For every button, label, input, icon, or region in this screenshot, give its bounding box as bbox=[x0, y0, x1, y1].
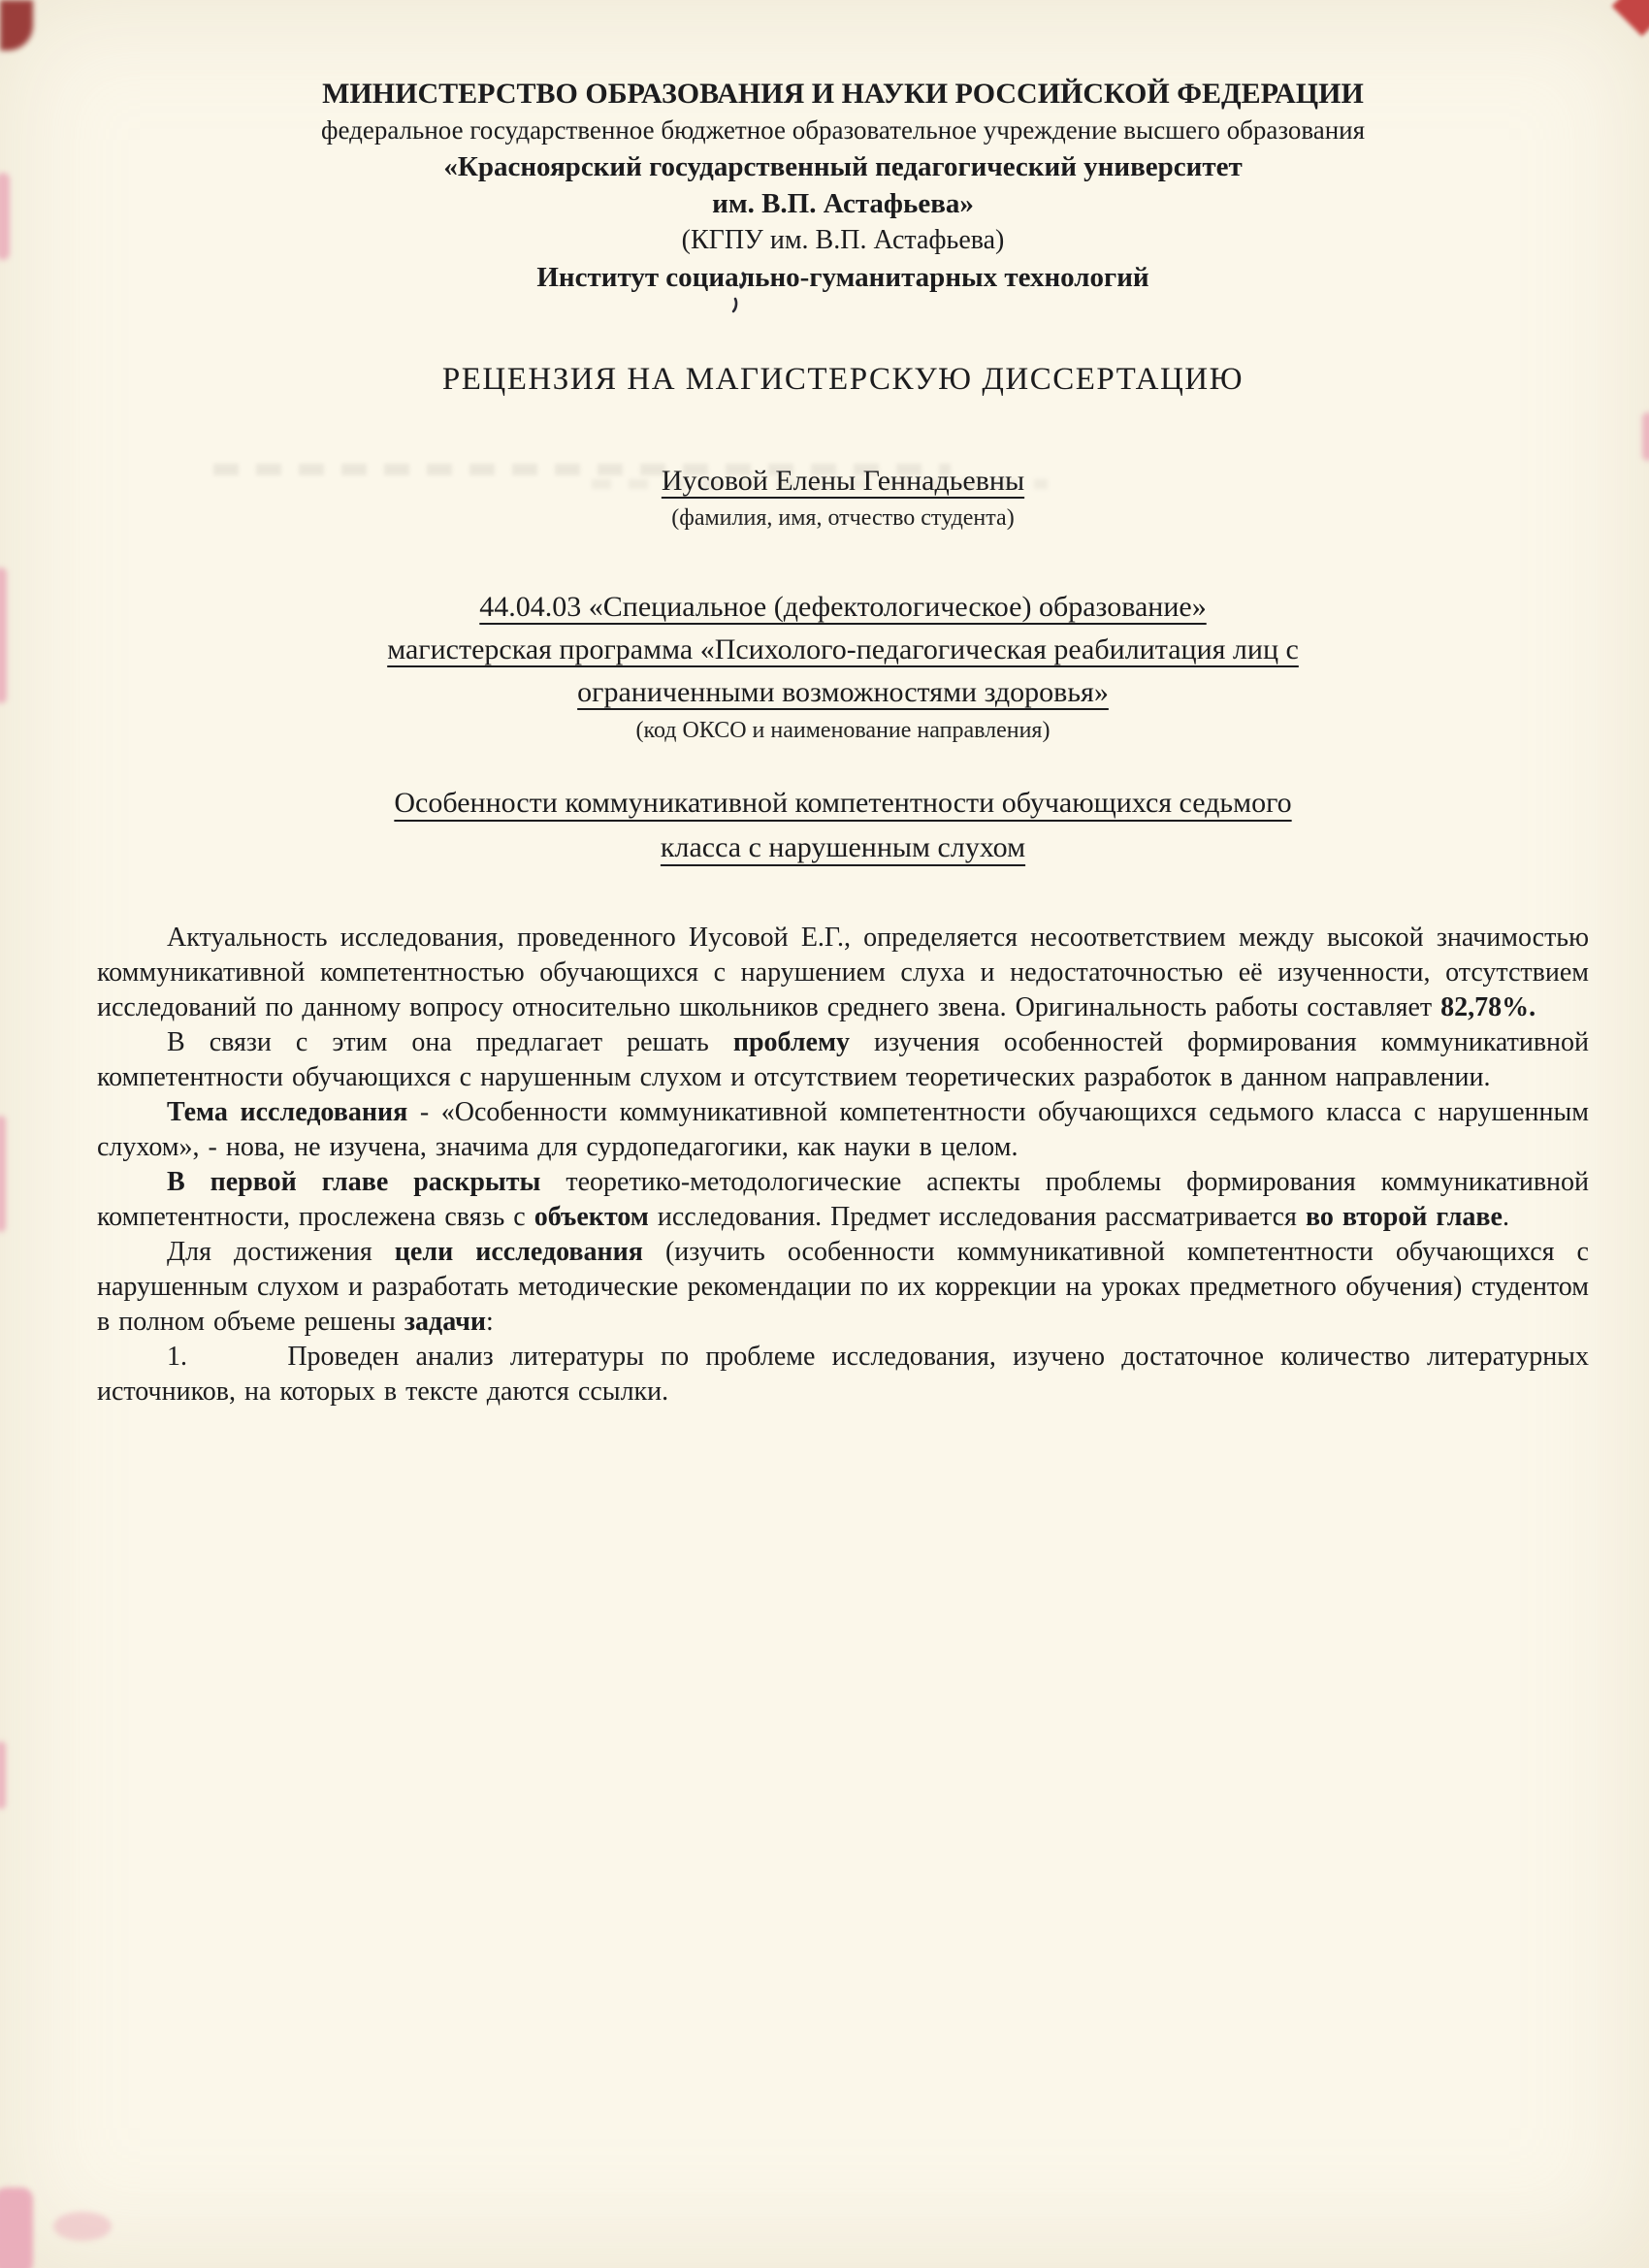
scan-artifact-left-edge-1 bbox=[0, 173, 10, 260]
thesis-title-block bbox=[97, 781, 1589, 870]
bold-run: 82,78%. bbox=[1440, 992, 1536, 1022]
scan-artifact-top-left-corner bbox=[0, 0, 33, 50]
paragraph bbox=[97, 1025, 1589, 1095]
ministry-line: МИНИСТЕРСТВО ОБРАЗОВАНИЯ И НАУКИ РОССИЙСКОЙ ФЕДЕРАЦИИ bbox=[322, 78, 1364, 110]
document-body bbox=[97, 921, 1589, 1409]
scan-artifact-left-edge-2 bbox=[0, 567, 7, 703]
text-run: (изучить особенности коммуникативной компетентности обучающихся с нарушенным слухом и разработать методические рекомендации по их коррекции на уроках предметного обучения) студентом в полном объеме решены bbox=[97, 1237, 1589, 1337]
institution-type-line: федеральное государственное бюджетное образовательное учреждение высшего образования bbox=[320, 115, 1366, 145]
bold-run: проблему bbox=[732, 1027, 851, 1057]
document-content bbox=[97, 76, 1589, 1409]
scan-artifact-left-edge-4 bbox=[0, 1741, 6, 1809]
institute-name: Институт социально-гуманитарных технологий bbox=[536, 262, 1149, 293]
university-name-line-1: «Красноярский государственный педагогический университет bbox=[443, 151, 1243, 182]
bold-run: задачи bbox=[404, 1307, 487, 1337]
text-run: Актуальность исследования, проведенного Иусовой Е.Г., определяется несоответствием между высокой значимостью коммуникативной компетентностью обучающихся с нарушением слуха и недостаточностью её изученности, отсутствием исследований по данному вопросу относительно школьников среднего звена. Оригинальность работы составляет bbox=[97, 923, 1589, 1022]
paragraph bbox=[97, 1235, 1589, 1340]
program-caption: (код ОКСО и наименование направления) bbox=[635, 718, 1051, 743]
paragraph bbox=[97, 1095, 1589, 1165]
university-name-line-2: им. В.П. Астафьева» bbox=[712, 188, 974, 219]
paragraph bbox=[97, 1340, 1589, 1409]
paragraph bbox=[97, 921, 1589, 1025]
paragraph bbox=[97, 1165, 1589, 1235]
scan-artifact-bottom-smudge bbox=[53, 2212, 112, 2241]
bold-run: цели исследования bbox=[394, 1237, 643, 1267]
text-run: изучения особенностей формирования коммуникативной компетентности обучающихся с нарушенным слухом и отсутствием теоретических разработок в данном направлении. bbox=[97, 1027, 1590, 1092]
letterhead bbox=[97, 76, 1589, 296]
program-name-line-2: ограниченными возможностями здоровья» bbox=[577, 676, 1109, 708]
scan-artifact-bottom-left-corner bbox=[0, 2187, 33, 2268]
program-block bbox=[97, 586, 1589, 744]
text-run: Для достижения bbox=[167, 1237, 395, 1267]
text-run: исследования. Предмет исследования рассматривается bbox=[648, 1202, 1306, 1232]
text-run: 1. Проведен анализ литературы по проблеме исследования, изучено достаточное количество литературных источников, на которых в тексте даются ссылки. bbox=[97, 1342, 1589, 1407]
student-name: Иусовой Елены Геннадьевны bbox=[661, 465, 1025, 497]
document-title: РЕЦЕНЗИЯ НА МАГИСТЕРСКУЮ ДИССЕРТАЦИЮ bbox=[441, 362, 1245, 397]
text-run: теоретико-методологические аспекты проблемы формирования коммуникативной компетентности, прослежена связь с bbox=[97, 1167, 1590, 1232]
scan-artifact-right-edge bbox=[1642, 412, 1649, 461]
scan-artifact-left-edge-3 bbox=[0, 1116, 6, 1232]
thesis-title-line-1: Особенности коммуникативной компетентности обучающихся седьмого bbox=[394, 787, 1292, 819]
thesis-title-line-2: класса с нарушенным слухом bbox=[660, 831, 1026, 863]
bold-run: объектом bbox=[534, 1202, 649, 1232]
text-run: : bbox=[486, 1307, 494, 1337]
scan-artifact-top-right-corner bbox=[1612, 0, 1649, 36]
text-run: В связи с этим она предлагает решать bbox=[167, 1027, 733, 1057]
text-run: . bbox=[1502, 1202, 1509, 1232]
text-run: - «Особенности коммуникативной компетентности обучающихся седьмого класса с нарушенным слухом», - нова, не изучена, значима для сурдопедагогики, как науки в целом. bbox=[97, 1097, 1589, 1162]
university-abbreviation: (КГПУ им. В.П. Астафьева) bbox=[681, 225, 1005, 255]
bold-run: во второй главе bbox=[1305, 1202, 1503, 1232]
program-name-line-1: магистерская программа «Психолого-педагогическая реабилитация лиц с bbox=[387, 633, 1299, 665]
student-name-caption: (фамилия, имя, отчество студента) bbox=[671, 505, 1015, 531]
program-code-line: 44.04.03 «Специальное (дефектологическое) образование» bbox=[479, 591, 1207, 623]
bold-run: В первой главе раскрыты bbox=[167, 1167, 541, 1197]
bold-run: Тема исследования bbox=[167, 1097, 408, 1127]
